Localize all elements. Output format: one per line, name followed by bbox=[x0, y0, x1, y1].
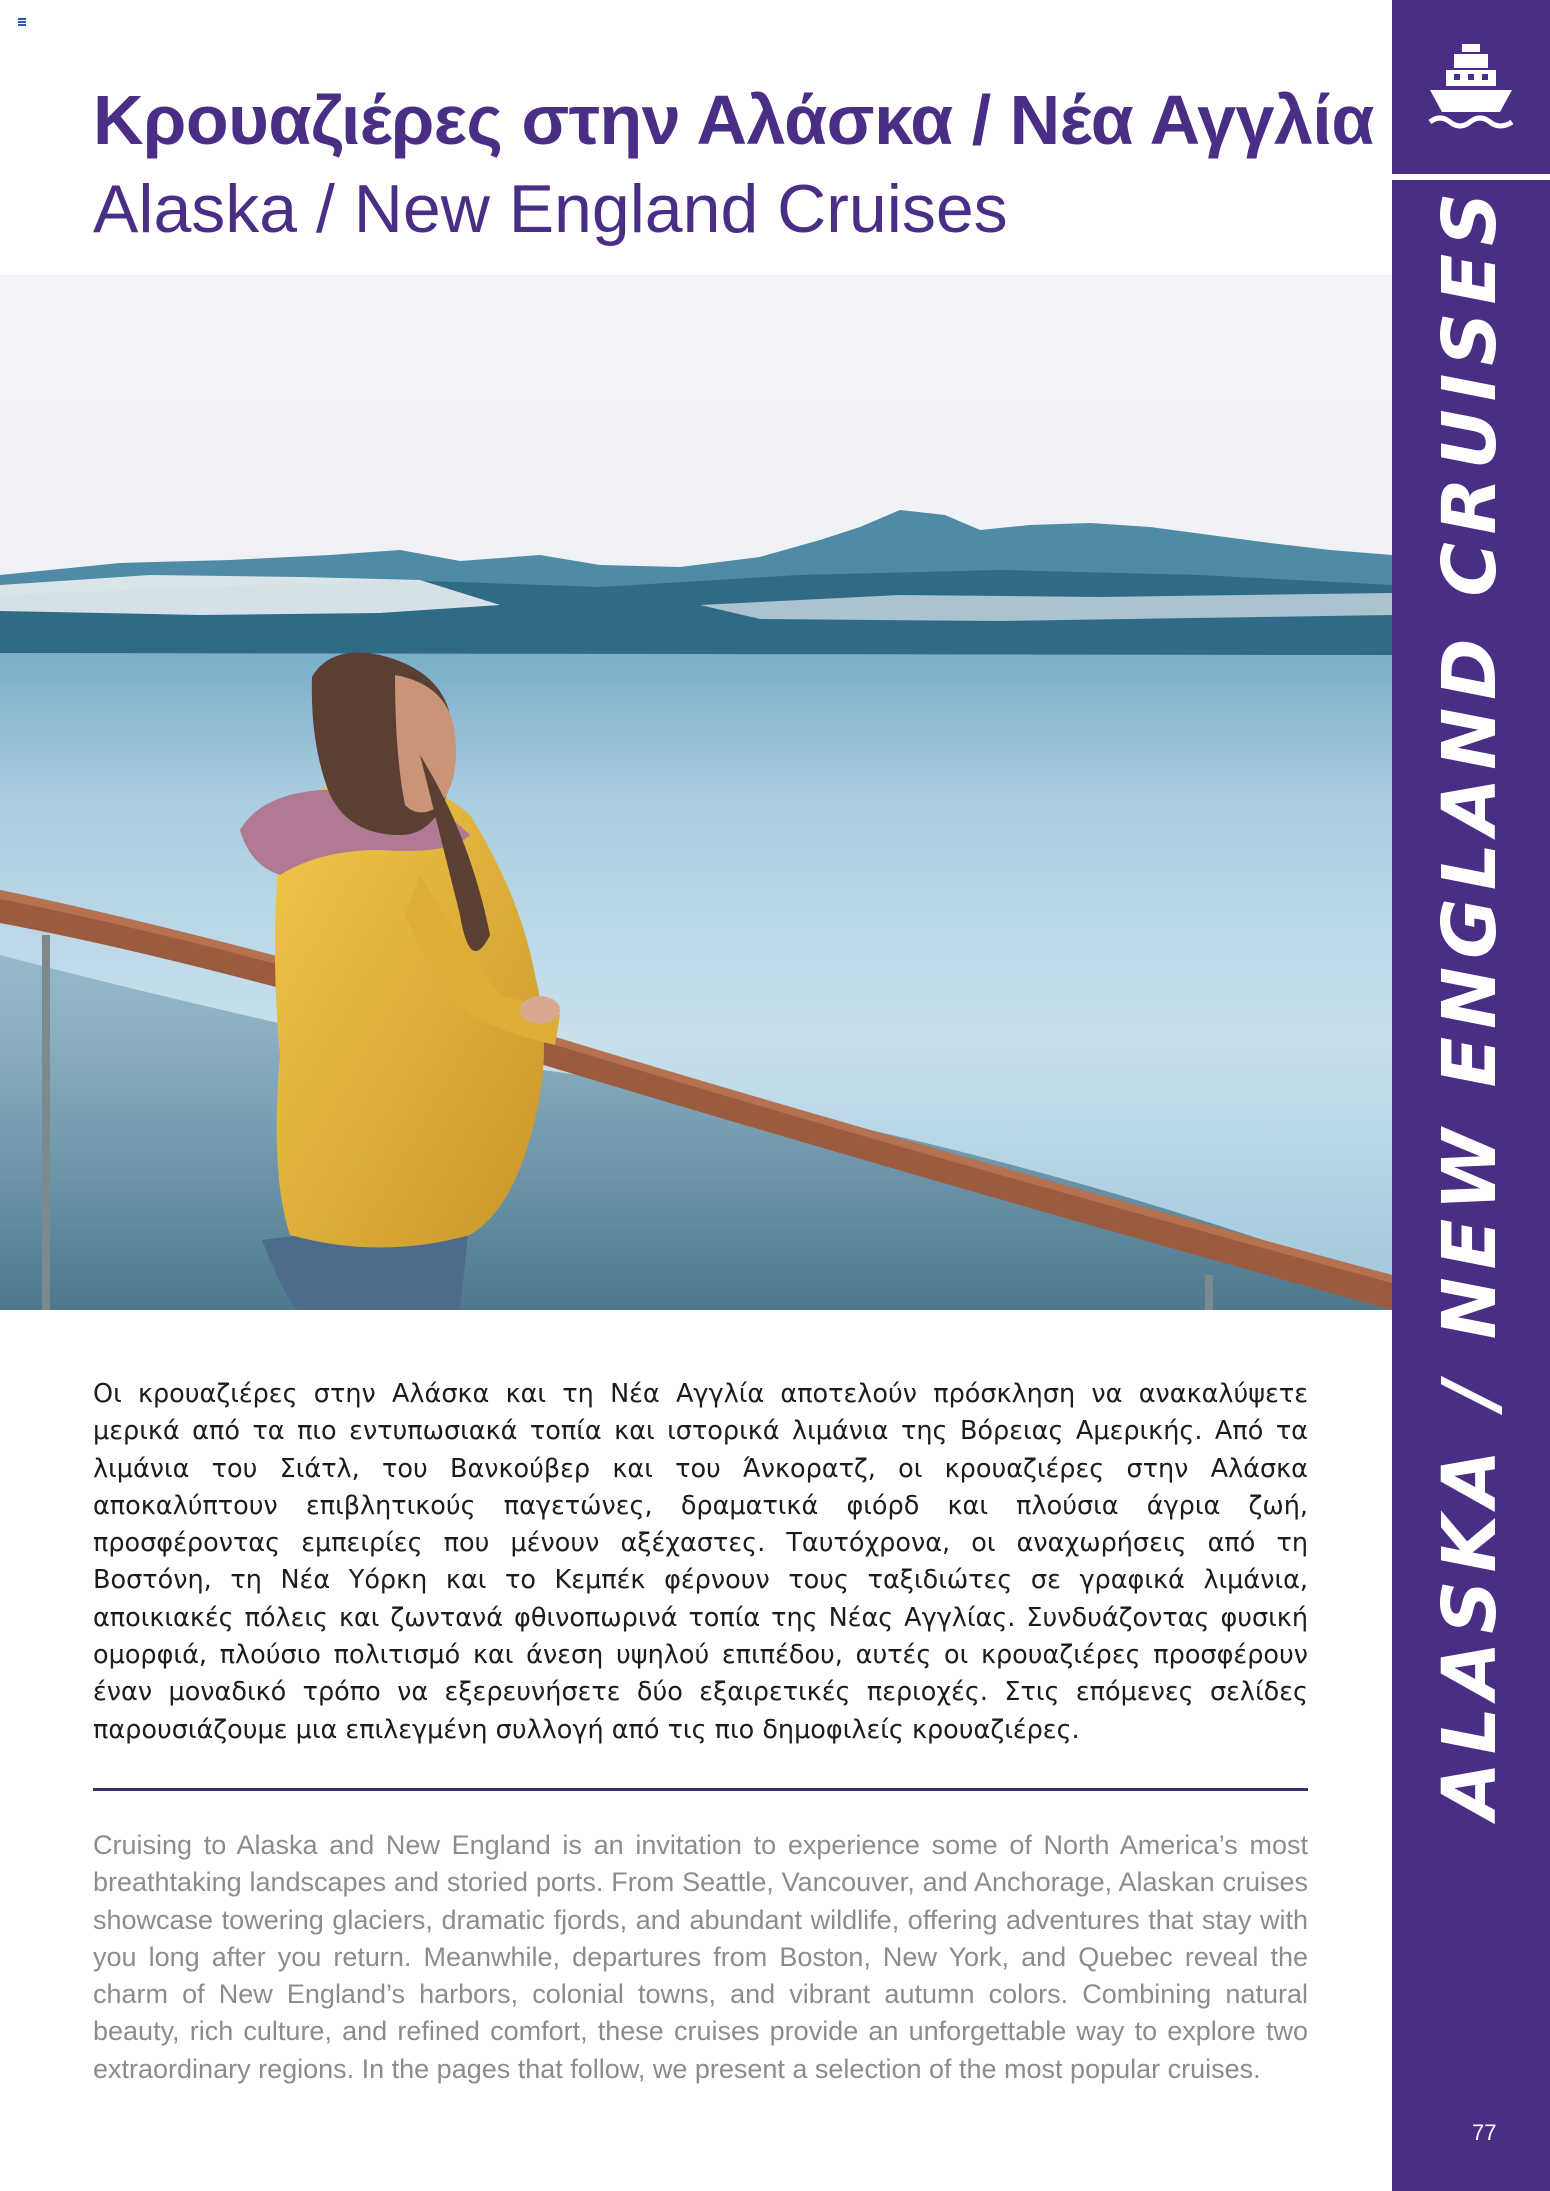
intro-paragraph-english: Cruising to Alaska and New England is an invitation to experience some of North America’s most breathtaking landscapes and storied ports. From Seattle, Vancouver, and Anchorage, Alaskan cruises showcase towering glaciers, dramatic fjords, and abundant wildlife, offering adventures that stay with you long after you return. Meanwhile, departures from Boston, New York, and Quebec reveal the charm of New England’s harbors, colonial towns, and vibrant autumn colors. Combining natural beauty, rich culture, and refined comfort, these cruises provide an unforgettable way to explore two extraordinary regions. In the pages that follow, we present a selection of the most popular cruises. bbox=[93, 1830, 1308, 2084]
page-number: 77 bbox=[1472, 2120, 1497, 2145]
page-title-english: Alaska / New England Cruises bbox=[93, 171, 1008, 247]
intro-paragraph-greek: Οι κρουαζιέρες στην Αλάσκα και τη Νέα Αγγλία αποτελούν πρόσκληση να ανακαλύψετε μερικά από τα πιο εντυπωσιακά τοπία και ιστορικά λιμάνια της Βόρειας Αμερικής. Από τα λιμάνια του Σιάτλ, του Βανκούβερ και του Άνκορατζ, οι κρουαζιέρες στην Αλάσκα αποκαλύπτουν επιβλητικούς παγετώνες, δραματικά φιόρδ και πλούσια άγρια ζωή, προσφέροντας εμπειρίες που μένουν αξέχαστες. Ταυτόχρονα, οι αναχωρήσεις από τη Βοστόνη, τη Νέα Υόρκη και το Κεμπέκ φέρνουν τους ταξιδιώτες σε γραφικά λιμάνια, αποικιακές πόλεις και ζωντανά φθινοπωρινά τοπία της Νέας Αγγλίας. Συνδυάζοντας φυσική ομορφιά, πλούσιο πολιτισμό και άνεση υψηλού επιπέδου, αυτές οι κρουαζιέρες προσφέρουν έναν μοναδικό τρόπο να εξερευνήσετε δύο εξαιρετικές περιοχές. Στις επόμενες σελίδες παρουσιάζουμε μια επιλεγμένη συλλογή από τις πιο δημοφιλείς κρουαζιέρες. bbox=[93, 1379, 1308, 1745]
hero-photo bbox=[0, 275, 1392, 1310]
page-title-greek: Κρουαζιέρες στην Αλάσκα / Νέα Αγγλία bbox=[93, 81, 1374, 159]
sidebar-vertical-label: ALASKA / NEW ENGLAND CRUISES bbox=[1427, 184, 1513, 1820]
sidebar-icon-box bbox=[1392, 0, 1550, 174]
greek-flag-icon bbox=[18, 18, 26, 26]
cruise-ship-icon bbox=[1426, 40, 1516, 135]
section-divider bbox=[93, 1788, 1308, 1791]
